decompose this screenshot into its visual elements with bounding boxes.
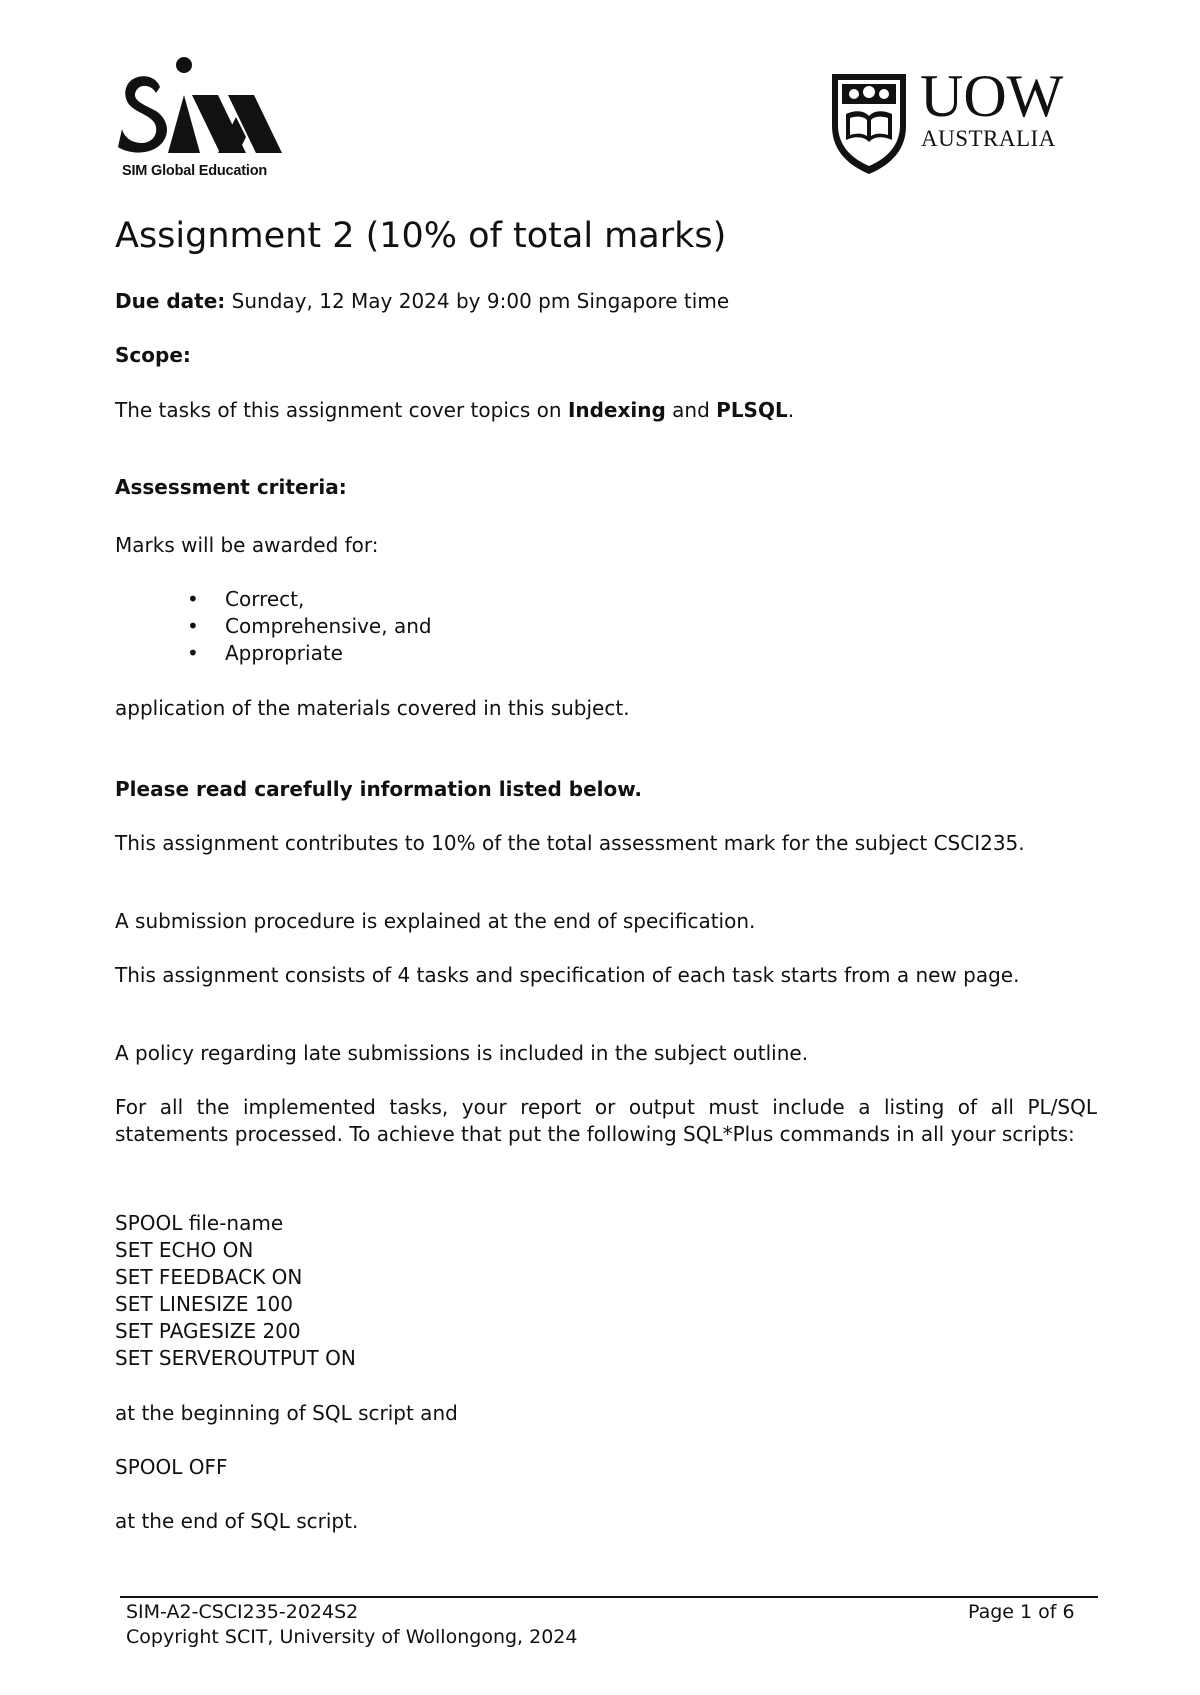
command-line: SET LINESIZE 100 (115, 1292, 294, 1316)
criteria-item: • Appropriate (115, 640, 432, 667)
page-title: Assignment 2 (10% of total marks) (115, 216, 727, 256)
uow-subtitle: AUSTRALIA (921, 126, 1056, 151)
uow-crest-icon (828, 70, 910, 176)
after-commands-text: at the beginning of SQL script and (115, 1401, 458, 1425)
criteria-item: • Correct, (115, 586, 432, 613)
notice-paragraph-3: This assignment consists of 4 tasks and specification of each task starts from a new page. (115, 963, 1020, 987)
footer-divider (120, 1596, 1098, 1598)
scope-topic-indexing: Indexing (567, 398, 666, 422)
criteria-item: • Comprehensive, and (115, 613, 432, 640)
scope-text-start: The tasks of this assignment cover topics on (115, 398, 568, 422)
end-text: at the end of SQL script. (115, 1509, 359, 1533)
command-line: SET FEEDBACK ON (115, 1265, 303, 1289)
footer-document-code: SIM-A2-CSCI235-2024S2 (126, 1601, 359, 1623)
criteria-label: Assessment criteria: (115, 475, 347, 499)
criteria-outro: application of the materials covered in this subject. (115, 696, 630, 720)
uow-logo (828, 63, 1088, 180)
uow-wordmark: UOW (920, 63, 1064, 129)
command-line: SET ECHO ON (115, 1238, 254, 1262)
criteria-list (115, 586, 432, 667)
notice-paragraph-4: A policy regarding late submissions is included in the subject outline. (115, 1041, 809, 1065)
due-date (115, 288, 1097, 315)
sim-caption: SIM Global Education (122, 163, 268, 179)
sqlplus-commands (115, 1210, 356, 1372)
scope-label: Scope: (115, 343, 191, 367)
criteria-intro: Marks will be awarded for: (115, 533, 379, 557)
scope-topic-plsql: PLSQL (716, 398, 788, 422)
footer-left (126, 1600, 577, 1650)
due-date-label: Due date: (115, 289, 226, 313)
command-line: SET PAGESIZE 200 (115, 1319, 301, 1343)
sim-logo (118, 55, 293, 185)
notice-paragraph-2: A submission procedure is explained at the end of specification. (115, 909, 756, 933)
footer-copyright: Copyright SCIT, University of Wollongong, 2024 (126, 1626, 578, 1648)
scope-text-end: . (787, 398, 795, 422)
notice-paragraph-1: This assignment contributes to 10% of the total assessment mark for the subject CSCI235. (115, 831, 1025, 855)
spool-off-command: SPOOL OFF (115, 1455, 228, 1479)
scope-text-mid: and (665, 398, 717, 422)
notice-heading: Please read carefully information listed below. (115, 777, 643, 801)
sim-logo-mark (118, 55, 293, 160)
scope-text (115, 397, 1097, 424)
command-line: SPOOL file-name (115, 1211, 284, 1235)
due-date-value: Sunday, 12 May 2024 by 9:00 pm Singapore time (225, 289, 730, 313)
notice-paragraph-5: For all the implemented tasks, your report or output must include a listing of all PL/SQL statements processed. To achieve that put the following SQL*Plus commands in all your scripts: (115, 1095, 1097, 1146)
command-line: SET SERVEROUTPUT ON (115, 1346, 356, 1370)
footer-page-number: Page 1 of 6 (968, 1601, 1075, 1623)
